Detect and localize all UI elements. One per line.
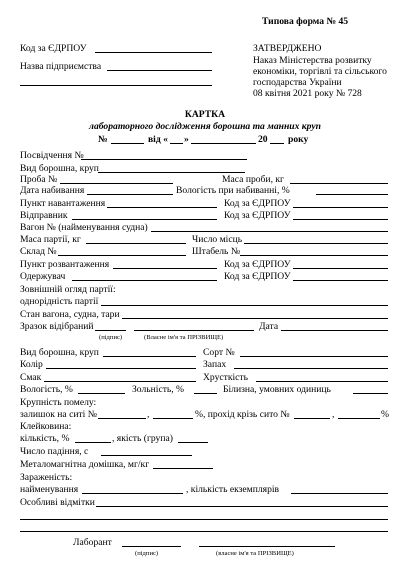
card-subtitle: лабораторного дослідження борошна та манних круп [89, 121, 321, 132]
sample-taken-name[interactable] [134, 330, 254, 331]
card-year-field[interactable] [270, 143, 284, 144]
color-field[interactable] [46, 368, 196, 369]
whiteness-label: Білизна, умовних одиниць [223, 384, 331, 395]
taste-field[interactable] [44, 381, 196, 382]
falling-label: Число падіння, с [20, 446, 89, 457]
unload-point-label: Пункт розвантаження [20, 259, 110, 270]
card-number-label: № [98, 134, 108, 145]
sample-taken-label: Зразок відібраний [20, 321, 94, 332]
sender-label: Відправник [20, 210, 68, 221]
approved-label: ЗАТВЕРДЖЕНО [253, 43, 322, 54]
lab-caption-signature: (підпис) [135, 550, 159, 557]
wagon-field[interactable] [151, 231, 388, 232]
gluten-qty-label: кількість, % [20, 433, 70, 444]
sample-no-field[interactable] [60, 183, 173, 184]
sieve-2-field[interactable] [294, 418, 330, 419]
edrpou-4-field[interactable] [293, 280, 388, 281]
batch-mass-label: Маса партії, кг [20, 234, 81, 245]
flour-type-2-label: Вид борошна, круп [20, 347, 99, 358]
fill-humidity-field[interactable] [316, 194, 388, 195]
flour-type-2-field[interactable] [103, 356, 196, 357]
edrpou-3-field[interactable] [293, 268, 388, 269]
taste-label: Смак [20, 372, 42, 383]
edrpou-2-field[interactable] [293, 219, 388, 220]
metal-field[interactable] [153, 468, 213, 469]
order-line-3: господарства України [253, 77, 342, 88]
fill-date-label: Дата набивання [20, 185, 85, 196]
grade-label: Сорт № [203, 347, 235, 358]
through-label: %, прохід крізь сито № [195, 409, 290, 420]
edrpou-label: Код за ЄДРПОУ [20, 43, 87, 54]
humidity-label: Вологість, % [20, 384, 73, 395]
edrpou-field[interactable] [95, 52, 212, 53]
card-date-from: від « [148, 134, 168, 145]
edrpou-4-label: Код за ЄДРПОУ [224, 271, 291, 282]
infest-count-field[interactable] [291, 493, 388, 494]
places-field[interactable] [244, 243, 388, 244]
stack-field[interactable] [240, 255, 388, 256]
edrpou-1-label: Код за ЄДРПОУ [224, 198, 291, 209]
lab-label: Лаборант [73, 537, 112, 548]
card-title: КАРТКА [184, 109, 226, 120]
residue-label: залишок на ситі № [20, 409, 97, 420]
humidity-field[interactable] [78, 393, 125, 394]
warehouse-label: Склад № [20, 246, 57, 257]
places-label: Число місць [192, 234, 243, 245]
certificate-field[interactable] [81, 159, 247, 160]
org-name-label: Назва підприємства [20, 61, 102, 72]
smell-field[interactable] [234, 368, 388, 369]
gluten-quality-field[interactable] [178, 442, 208, 443]
card-year-suffix: року [288, 134, 309, 145]
caption-signature: (підпис) [99, 334, 123, 341]
infest-name-label: найменування [20, 484, 79, 495]
receiver-field[interactable] [72, 280, 217, 281]
form-number: Типова форма № 45 [262, 16, 349, 27]
notes-label: Особливі відмітки [20, 497, 95, 508]
warehouse-field[interactable] [58, 255, 186, 256]
wagon-state-label: Стан вагона, судна, тари [20, 309, 120, 320]
order-line-2: економіки, торгівлі та сільського [253, 66, 387, 77]
gluten-label: Клейковина: [20, 421, 72, 432]
grade-field[interactable] [240, 356, 388, 357]
through-pct-field[interactable] [338, 418, 380, 419]
receiver-label: Одержувач [20, 271, 66, 282]
certificate-label: Посвідчення № [20, 150, 84, 161]
sieve-1-field[interactable] [98, 418, 146, 419]
sender-field[interactable] [72, 219, 217, 220]
fill-humidity-label: Вологість при набиванні, % [176, 185, 290, 196]
residue-pct-field[interactable] [153, 418, 193, 419]
lab-caption-name: (власне ім'я та ПРІЗВИЩЕ) [216, 550, 294, 557]
gluten-quality-label: , якість (група) [112, 433, 173, 444]
order-line-4: 08 квітня 2021 року № 728 [253, 88, 362, 99]
smell-label: Запах [203, 359, 227, 370]
fill-date-field[interactable] [87, 194, 173, 195]
infestation-label: Зараженість: [20, 472, 73, 483]
org-name-field-2[interactable] [20, 85, 212, 86]
org-name-field[interactable] [107, 70, 212, 71]
stack-label: Штабель № [192, 246, 240, 257]
through-pct: % [381, 409, 389, 420]
batch-mass-field[interactable] [86, 243, 186, 244]
sample-mass-label: Маса проби, кг [222, 174, 284, 185]
inspection-label: Зовнішній огляд партії: [20, 284, 116, 295]
card-year-prefix: 20 [258, 134, 268, 145]
card-number-field[interactable] [111, 143, 144, 144]
uniformity-field[interactable] [101, 305, 388, 306]
unload-point-field[interactable] [113, 268, 217, 269]
residue-comma: , [147, 409, 150, 420]
date-label: Дата [259, 321, 279, 332]
fineness-label: Крупність помелу: [20, 397, 97, 408]
infest-name-field[interactable] [82, 493, 183, 494]
color-label: Колір [20, 359, 43, 370]
infest-count-label: , кількість екземплярів [186, 484, 280, 495]
flour-type-label: Вид борошна, круп [20, 163, 99, 174]
uniformity-label: однорідність партії [20, 296, 99, 307]
card-quote-close: » [184, 134, 189, 145]
notes-field-2[interactable] [20, 519, 388, 520]
whiteness-field[interactable] [353, 393, 388, 394]
edrpou-3-label: Код за ЄДРПОУ [224, 259, 291, 270]
edrpou-2-label: Код за ЄДРПОУ [224, 210, 291, 221]
gluten-qty-field[interactable] [75, 442, 111, 443]
caption-name: (Власне ім'я та ПРІЗВИЩЕ) [144, 334, 224, 341]
falling-field[interactable] [101, 455, 192, 456]
lab-signature-field[interactable] [122, 546, 181, 547]
load-point-label: Пункт навантаження [20, 198, 106, 209]
lab-name-field[interactable] [199, 546, 335, 547]
crunch-field[interactable] [256, 381, 388, 382]
through-comma: , [332, 409, 335, 420]
wagon-state-field[interactable] [122, 318, 388, 319]
order-line-1: Наказ Міністерства розвитку [253, 55, 372, 66]
notes-field-1[interactable] [96, 506, 388, 507]
flour-type-field[interactable] [98, 172, 245, 173]
crunch-label: Хрусткість [203, 372, 248, 383]
ash-field[interactable] [194, 393, 217, 394]
card-day-field[interactable] [170, 143, 183, 144]
date-field[interactable] [281, 330, 388, 331]
edrpou-1-field[interactable] [293, 207, 388, 208]
sample-no-label: Проба № [20, 174, 58, 185]
card-month-field[interactable] [191, 143, 256, 144]
metal-label: Металомагнітна домішка, мг/кг [20, 459, 150, 470]
sample-taken-signature[interactable] [95, 330, 126, 331]
ash-label: Зольність, % [132, 384, 185, 395]
notes-field-3[interactable] [20, 531, 388, 532]
sample-mass-field[interactable] [290, 183, 388, 184]
load-point-field[interactable] [107, 207, 217, 208]
wagon-label: Вагон № (найменування судна) [20, 222, 148, 233]
